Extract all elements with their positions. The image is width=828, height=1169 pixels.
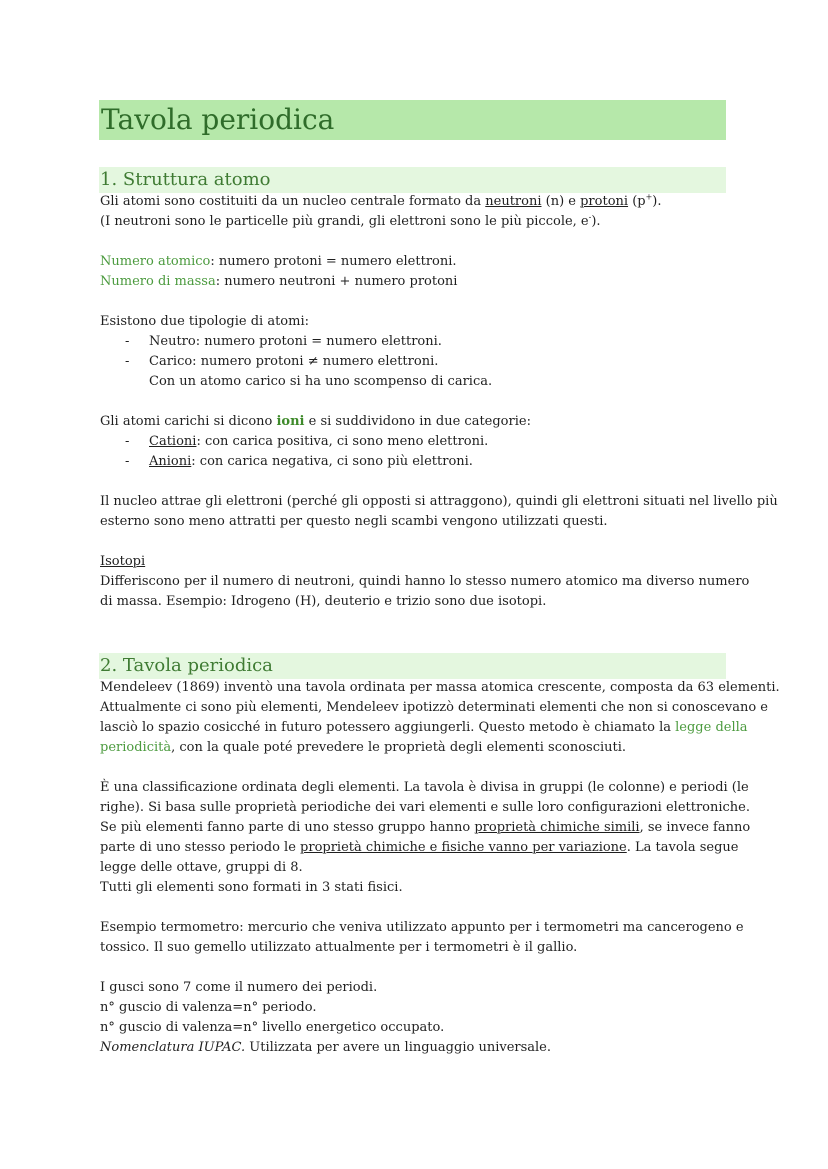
paragraph-gusci-line: n° guscio di valenza=n° periodo. [100, 1000, 317, 1015]
section-2-body [100, 678, 780, 1058]
paragraph-nucleo-line: Il nucleo attrae gli elettroni (perché gli opposti si attraggono), quindi gli elettroni situati nel livello più [100, 494, 778, 509]
paragraph-termometro-line: tossico. Il suo gemello utilizzato attualmente per i termometri è il gallio. [100, 940, 578, 955]
paragraph-isotopi-line: di massa. Esempio: Idrogeno (H), deuterio e trizio sono due isotopi. [100, 594, 547, 609]
paragraph-mendeleev-line: Mendeleev (1869) inventò una tavola ordinata per massa atomica crescente, composta da 63 elementi. [100, 680, 780, 695]
paragraph-atom-composition: Gli atomi sono costituiti da un nucleo centrale formato da neutroni (n) e protoni (p+). [100, 192, 662, 209]
paragraph-classificazione-line: legge delle ottave, gruppi di 8. [100, 860, 303, 875]
list-item: - Cationi: con carica positiva, ci sono meno elettroni. [125, 434, 489, 449]
paragraph-ioni-intro: Gli atomi carichi si dicono ioni e si suddividono in due categorie: [100, 414, 531, 429]
definition-numero-atomico: Numero atomico: numero protoni = numero elettroni. [100, 254, 457, 269]
list-tipologie [100, 332, 730, 372]
paragraph-classificazione-line: righe). Si basa sulle proprietà periodiche dei vari elementi e sulle loro configurazioni elettroniche. [100, 800, 751, 815]
definition-numero-massa: Numero di massa: numero neutroni + numero protoni [100, 274, 458, 289]
list-ioni [100, 432, 730, 472]
list-item: - Neutro: numero protoni = numero elettroni. [125, 334, 442, 349]
paragraph-termometro-line: Esempio termometro: mercurio che veniva utilizzato appunto per i termometri ma cancerogeno e [100, 920, 744, 935]
list-continuation: Con un atomo carico si ha uno scompenso di carica. [149, 374, 493, 389]
paragraph-classificazione-line: parte di uno stesso periodo le proprietà chimiche e fisiche vanno per variazione. La tavola segue [100, 840, 739, 855]
paragraph-mendeleev-line: periodicità, con la quale poté prevedere le proprietà degli elementi sconosciuti. [100, 740, 627, 755]
term-legge-periodicita: legge della [675, 720, 748, 735]
list-item: - Anioni: con carica negativa, ci sono più elettroni. [125, 454, 473, 469]
paragraph-gusci-line: I gusci sono 7 come il numero dei periodi. [100, 980, 378, 995]
paragraph-classificazione-line: È una classificazione ordinata degli elementi. La tavola è divisa in gruppi (le colonne) e periodi (le [100, 780, 749, 795]
paragraph-particle-size: (I neutroni sono le particelle più grandi, gli elettroni sono le più piccole, e-). [100, 212, 601, 229]
paragraph-nucleo-line: esterno sono meno attratti per questo negli scambi vengono utilizzati questi. [100, 514, 608, 529]
list-item: - Carico: numero protoni ≠ numero elettroni. [125, 354, 439, 369]
paragraph-tipologie-intro: Esistono due tipologie di atomi: [100, 314, 309, 329]
paragraph-classificazione-line: Se più elementi fanno parte di uno stesso gruppo hanno proprietà chimiche simili, se invece fanno [100, 820, 751, 835]
paragraph-iupac: Nomenclatura IUPAC. Utilizzata per avere un linguaggio universale. [100, 1040, 552, 1055]
paragraph-mendeleev-line: Attualmente ci sono più elementi, Mendeleev ipotizzò determinati elementi che non si conoscevano e [100, 700, 768, 715]
section-1-body [100, 192, 778, 612]
paragraph-gusci-line: n° guscio di valenza=n° livello energetico occupato. [100, 1020, 445, 1035]
term-neutroni: neutroni [485, 194, 542, 209]
section-heading-tavola-periodica: 2. Tavola periodica [99, 653, 726, 679]
paragraph-isotopi-line: Differiscono per il numero di neutroni, quindi hanno lo stesso numero atomico ma diverso numero [100, 574, 750, 589]
term-ioni: ioni [276, 414, 305, 429]
page-title: Tavola periodica [99, 100, 726, 140]
paragraph-classificazione-line: Tutti gli elementi sono formati in 3 stati fisici. [100, 880, 403, 895]
term-protoni: protoni [580, 194, 629, 209]
section-heading-struttura-atomo: 1. Struttura atomo [99, 167, 726, 193]
subheading-isotopi: Isotopi [100, 554, 146, 569]
paragraph-mendeleev-line: lasciò lo spazio cosicché in futuro potessero aggiungerli. Questo metodo è chiamato la legge della [100, 720, 748, 735]
